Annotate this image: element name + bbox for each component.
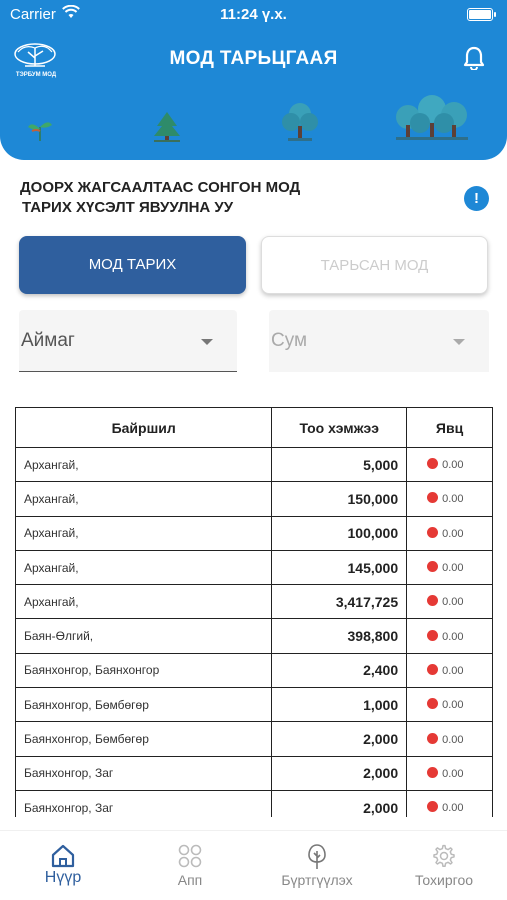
- row-progress: [407, 550, 493, 584]
- row-location: Архангай,: [16, 550, 272, 584]
- forest-icon: [392, 95, 472, 141]
- row-location: Архангай,: [16, 448, 272, 482]
- table-row[interactable]: [16, 482, 493, 516]
- chevron-down-icon: [453, 339, 465, 345]
- status-dot-icon: [427, 698, 438, 709]
- instruction-line-1: ДООРХ ЖАГСААЛТААС СОНГОН МОД: [20, 179, 301, 196]
- row-progress: [407, 790, 493, 817]
- instruction-text: [20, 178, 440, 218]
- row-quantity: 2,000: [272, 790, 407, 817]
- row-progress-value: 0.00: [442, 802, 464, 815]
- aimag-dropdown[interactable]: [19, 310, 237, 372]
- status-dot-icon: [427, 767, 438, 778]
- table-header-row: [16, 408, 493, 448]
- logo-text: ТЭРБУМ МОД: [15, 72, 57, 78]
- page-title: МОД ТАРЬЦГААЯ: [169, 48, 338, 69]
- tab-apps-label: Апп: [177, 872, 203, 888]
- table-row[interactable]: [16, 516, 493, 550]
- row-progress-value: 0.00: [442, 527, 464, 540]
- table-row[interactable]: [16, 619, 493, 653]
- row-location: Архангай,: [16, 516, 272, 550]
- row-location: Баянхонгор, Бөмбөгөр: [16, 722, 272, 756]
- row-quantity: 398,800: [272, 619, 407, 653]
- battery-icon: [467, 8, 493, 21]
- status-dot-icon: [427, 733, 438, 744]
- row-progress-value: 0.00: [442, 493, 464, 506]
- row-quantity: 1,000: [272, 688, 407, 722]
- tab-register[interactable]: [254, 831, 380, 900]
- info-button[interactable]: !: [464, 186, 489, 211]
- table-row[interactable]: [16, 653, 493, 687]
- row-progress-value: 0.00: [442, 562, 464, 575]
- row-progress: [407, 756, 493, 790]
- row-quantity: 3,417,725: [272, 585, 407, 619]
- table-row[interactable]: [16, 550, 493, 584]
- status-dot-icon: [427, 561, 438, 572]
- row-quantity: 145,000: [272, 550, 407, 584]
- row-progress: [407, 619, 493, 653]
- row-progress-value: 0.00: [442, 596, 464, 609]
- tab-register-label: Бүртгүүлэх: [281, 872, 353, 888]
- tab-home-label: Нүүр: [44, 869, 82, 886]
- row-location: Баянхонгор, Заг: [16, 756, 272, 790]
- row-progress-value: 0.00: [442, 459, 464, 472]
- home-icon: [50, 843, 76, 869]
- row-progress-value: 0.00: [442, 733, 464, 746]
- row-progress: [407, 448, 493, 482]
- status-time: 11:24 ү.х.: [220, 6, 287, 23]
- table-row[interactable]: [16, 585, 493, 619]
- row-location: Баянхонгор, Бөмбөгөр: [16, 688, 272, 722]
- row-location: Архангай,: [16, 585, 272, 619]
- sum-dropdown-label: Сум: [271, 330, 308, 351]
- row-location: Баян-Өлгий,: [16, 619, 272, 653]
- status-dot-icon: [427, 595, 438, 606]
- chevron-down-icon: [201, 339, 213, 345]
- aimag-dropdown-label: Аймаг: [21, 330, 75, 351]
- row-location: Баянхонгор, Баянхонгор: [16, 653, 272, 687]
- row-progress-value: 0.00: [442, 664, 464, 677]
- status-bar: [0, 0, 507, 30]
- table-row[interactable]: [16, 448, 493, 482]
- table-row[interactable]: [16, 790, 493, 817]
- row-quantity: 150,000: [272, 482, 407, 516]
- header-quantity: Тоо хэмжээ: [272, 408, 407, 448]
- row-location: Баянхонгор, Заг: [16, 790, 272, 817]
- young-tree-icon: [280, 100, 320, 142]
- tab-settings-label: Тохиргоо: [414, 872, 474, 888]
- row-quantity: 2,000: [272, 756, 407, 790]
- tab-home[interactable]: [0, 831, 126, 900]
- row-progress: [407, 585, 493, 619]
- row-progress-value: 0.00: [442, 630, 464, 643]
- app-header: [0, 0, 507, 160]
- status-dot-icon: [427, 801, 438, 812]
- row-location: Архангай,: [16, 482, 272, 516]
- row-progress: [407, 688, 493, 722]
- tree-request-table[interactable]: [15, 407, 493, 817]
- row-quantity: 2,000: [272, 722, 407, 756]
- status-dot-icon: [427, 527, 438, 538]
- seedling-icon: [150, 110, 184, 142]
- row-progress-value: 0.00: [442, 767, 464, 780]
- row-quantity: 2,400: [272, 653, 407, 687]
- status-dot-icon: [427, 458, 438, 469]
- status-dot-icon: [427, 664, 438, 675]
- bottom-tab-bar: [0, 830, 507, 900]
- header-progress: Явц: [407, 408, 493, 448]
- plant-tree-button[interactable]: МОД ТАРИХ: [19, 236, 246, 294]
- row-progress: [407, 653, 493, 687]
- sum-dropdown[interactable]: [269, 310, 489, 372]
- tree-growth-stages: [0, 95, 507, 145]
- row-progress: [407, 516, 493, 550]
- table-row[interactable]: [16, 722, 493, 756]
- row-quantity: 5,000: [272, 448, 407, 482]
- header-location: Байршил: [16, 408, 272, 448]
- tab-apps[interactable]: [127, 831, 253, 900]
- apps-grid-icon: [177, 843, 203, 869]
- gear-icon: [431, 843, 457, 869]
- bell-icon[interactable]: [463, 46, 485, 70]
- status-dot-icon: [427, 630, 438, 641]
- tab-settings[interactable]: [381, 831, 507, 900]
- table-row[interactable]: [16, 688, 493, 722]
- carrier-label: Carrier: [10, 6, 56, 23]
- row-progress: [407, 482, 493, 516]
- row-quantity: 100,000: [272, 516, 407, 550]
- table-row[interactable]: [16, 756, 493, 790]
- planted-trees-button[interactable]: ТАРЬСАН МОД: [261, 236, 488, 294]
- row-progress-value: 0.00: [442, 699, 464, 712]
- row-progress: [407, 722, 493, 756]
- instruction-line-2: ТАРИХ ХҮСЭЛТ ЯВУУЛНА УУ: [22, 199, 234, 216]
- status-dot-icon: [427, 492, 438, 503]
- sprout-icon: [26, 117, 54, 141]
- tree-icon: [304, 843, 330, 869]
